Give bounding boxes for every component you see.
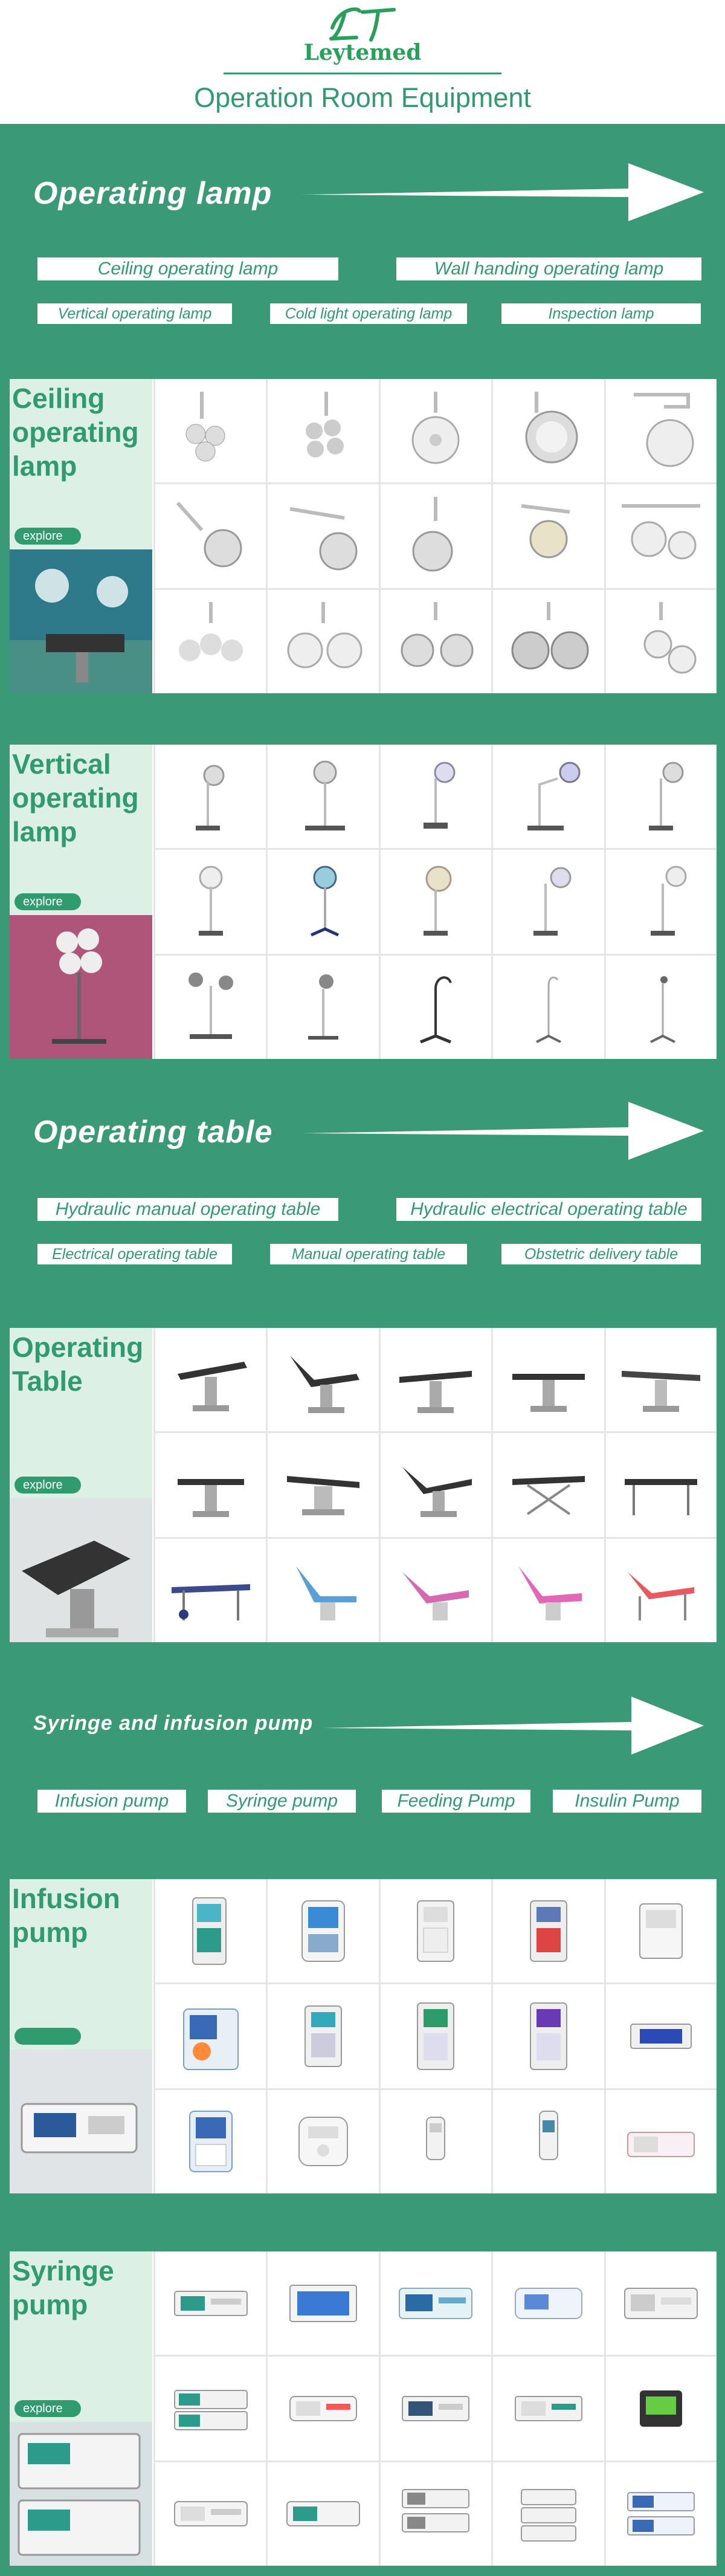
product-cell[interactable]	[606, 745, 717, 848]
product-cell[interactable]	[268, 2462, 378, 2566]
operating-table-icon	[278, 1443, 369, 1527]
operating-table-photo	[10, 1498, 152, 1642]
product-cell[interactable]	[493, 1879, 604, 1982]
explore-button[interactable]: explore	[14, 893, 81, 910]
product-block-syringe-pump	[10, 2251, 717, 2566]
category-inspection-lamp[interactable]: Inspection lamp	[501, 303, 701, 324]
category-cold-light-lamp[interactable]: Cold light operating lamp	[270, 303, 467, 324]
syringe-pump-photo	[10, 2422, 152, 2566]
block-side-panel	[10, 2251, 152, 2566]
product-cell[interactable]	[493, 379, 604, 482]
syringe-pump-icon	[616, 2366, 706, 2451]
product-cell[interactable]	[493, 2357, 604, 2460]
vertical-lamp-icon	[503, 859, 594, 944]
block-side-panel	[10, 1879, 152, 2193]
infusion-pump-icon	[166, 2099, 256, 2184]
product-cell[interactable]	[606, 1984, 717, 2088]
operating-table-icon	[503, 1443, 594, 1527]
product-cell[interactable]	[493, 1433, 604, 1536]
divider	[224, 73, 501, 74]
product-cell[interactable]	[493, 2462, 604, 2566]
infusion-pump-icon	[616, 1889, 706, 1973]
category-electrical-table[interactable]: Electrical operating table	[37, 1244, 232, 1264]
ceiling-lamp-icon	[390, 389, 481, 473]
syringe-pump-icon	[616, 2471, 706, 2556]
operating-table-icon	[616, 1443, 706, 1527]
product-cell[interactable]	[155, 2251, 266, 2355]
infusion-pump-icon	[166, 1889, 256, 1973]
page-title: Operation Room Equipment	[194, 82, 531, 113]
vertical-lamp-icon	[166, 859, 256, 944]
product-cell[interactable]	[606, 379, 717, 482]
product-grid	[153, 1879, 717, 2193]
block-title: Syringe pump	[12, 2255, 114, 2320]
operating-table-icon	[166, 1443, 256, 1527]
product-cell[interactable]	[268, 956, 378, 1059]
block-title: Infusion pump	[12, 1883, 120, 1948]
ceiling-lamp-icon	[390, 599, 481, 684]
product-cell[interactable]	[381, 1328, 491, 1431]
vertical-lamp-icon	[278, 859, 369, 944]
product-cell[interactable]	[155, 484, 266, 587]
category-obstetric-table[interactable]: Obstetric delivery table	[501, 1244, 701, 1264]
operating-table-icon	[616, 1338, 706, 1422]
explore-button[interactable]: explore	[14, 1477, 81, 1493]
vertical-lamp-icon	[390, 965, 481, 1049]
ceiling-lamp-icon	[166, 599, 256, 684]
infusion-pump-icon	[503, 1889, 594, 1973]
infusion-pump-photo	[10, 2050, 152, 2193]
syringe-pump-icon	[503, 2471, 594, 2556]
infusion-pump-icon	[390, 1994, 481, 2079]
syringe-pump-icon	[616, 2261, 706, 2346]
product-cell[interactable]	[268, 1984, 378, 2088]
product-cell[interactable]	[606, 1328, 717, 1431]
product-cell[interactable]	[493, 484, 604, 587]
section-title-pump: Syringe and infusion pump	[33, 1712, 314, 1735]
operating-table-icon	[390, 1548, 481, 1633]
product-grid	[153, 2251, 717, 2566]
explore-button[interactable]	[14, 2028, 81, 2045]
category-syringe-pump[interactable]: Syringe pump	[208, 1790, 356, 1813]
syringe-pump-icon	[166, 2261, 256, 2346]
product-grid	[153, 745, 717, 1059]
block-side-panel	[10, 1328, 152, 1642]
product-cell[interactable]	[381, 850, 491, 953]
product-cell[interactable]	[493, 1539, 604, 1642]
section-title-table: Operating table	[33, 1115, 273, 1150]
product-block-operating-table	[10, 1328, 717, 1642]
category-manual-table[interactable]: Manual operating table	[270, 1244, 467, 1264]
product-cell[interactable]	[268, 590, 378, 693]
ceiling-lamp-icon	[278, 599, 369, 684]
block-side-panel	[10, 379, 152, 693]
product-cell[interactable]	[493, 956, 604, 1059]
category-hydraulic-manual[interactable]: Hydraulic manual operating table	[37, 1198, 338, 1221]
product-cell[interactable]	[268, 745, 378, 848]
operating-table-icon	[390, 1338, 481, 1422]
product-grid	[153, 379, 717, 693]
product-cell[interactable]	[606, 2462, 717, 2566]
category-infusion-pump[interactable]: Infusion pump	[37, 1790, 186, 1813]
ceiling-lamp-icon	[166, 494, 256, 578]
product-cell[interactable]	[155, 1328, 266, 1431]
product-cell[interactable]	[268, 379, 378, 482]
arrow-icon	[302, 1102, 704, 1162]
infusion-pump-icon	[616, 1994, 706, 2079]
operating-table-icon	[166, 1548, 256, 1633]
syringe-pump-icon	[390, 2366, 481, 2451]
category-ceiling-lamp[interactable]: Ceiling operating lamp	[37, 257, 338, 280]
infusion-pump-icon	[390, 2099, 481, 2184]
product-cell[interactable]	[381, 484, 491, 587]
syringe-pump-icon	[166, 2471, 256, 2556]
vertical-lamp-icon	[278, 754, 369, 839]
product-cell[interactable]	[493, 1328, 604, 1431]
vertical-lamp-icon	[166, 965, 256, 1049]
explore-button[interactable]: explore	[14, 2400, 81, 2417]
product-cell[interactable]	[381, 590, 491, 693]
product-cell[interactable]	[493, 2251, 604, 2355]
product-cell[interactable]	[268, 1879, 378, 1982]
syringe-pump-icon	[503, 2261, 594, 2346]
ceiling-lamp-icon	[278, 389, 369, 473]
product-cell[interactable]	[268, 1433, 378, 1536]
block-side-panel	[10, 745, 152, 1059]
product-cell[interactable]	[381, 379, 491, 482]
product-cell[interactable]	[493, 590, 604, 693]
product-cell[interactable]	[493, 1984, 604, 2088]
product-cell[interactable]	[606, 2357, 717, 2460]
syringe-pump-icon	[390, 2471, 481, 2556]
arrow-icon	[302, 163, 704, 224]
product-cell[interactable]	[381, 745, 491, 848]
product-cell[interactable]	[606, 2251, 717, 2355]
product-cell[interactable]	[606, 1539, 717, 1642]
block-title: Vertical operating lamp	[12, 748, 139, 847]
ceiling-lamp-icon	[278, 494, 369, 578]
product-cell[interactable]	[268, 850, 378, 953]
product-cell[interactable]	[381, 1984, 491, 2088]
product-cell[interactable]	[493, 850, 604, 953]
category-wall-lamp[interactable]: Wall handing operating lamp	[396, 257, 701, 280]
infusion-pump-icon	[278, 1994, 369, 2079]
product-cell[interactable]	[268, 1539, 378, 1642]
operating-table-icon	[278, 1548, 369, 1633]
category-insulin-pump[interactable]: Insulin Pump	[553, 1790, 701, 1813]
product-cell[interactable]	[606, 590, 717, 693]
product-cell[interactable]	[381, 956, 491, 1059]
product-cell[interactable]	[606, 956, 717, 1059]
vertical-lamp-icon	[390, 754, 481, 839]
ceiling-lamp-icon	[503, 599, 594, 684]
arrow-icon	[323, 1697, 704, 1757]
product-cell[interactable]	[493, 745, 604, 848]
product-cell[interactable]	[155, 956, 266, 1059]
explore-button[interactable]: explore	[14, 528, 81, 545]
infusion-pump-icon	[278, 1889, 369, 1973]
vertical-lamp-icon	[616, 859, 706, 944]
product-cell[interactable]	[155, 379, 266, 482]
product-block-ceiling-lamp	[10, 379, 717, 693]
product-cell[interactable]	[155, 1879, 266, 1982]
syringe-pump-icon	[278, 2261, 369, 2346]
product-cell[interactable]	[606, 1433, 717, 1536]
category-vertical-lamp[interactable]: Vertical operating lamp	[37, 303, 232, 324]
infusion-pump-icon	[278, 2099, 369, 2184]
vertical-lamp-icon	[278, 965, 369, 1049]
vertical-lamp-icon	[390, 859, 481, 944]
vertical-lamp-photo	[10, 915, 152, 1059]
product-cell[interactable]	[155, 850, 266, 953]
product-cell[interactable]	[155, 590, 266, 693]
syringe-pump-icon	[503, 2366, 594, 2451]
operating-table-icon	[390, 1443, 481, 1527]
product-cell[interactable]	[381, 2462, 491, 2566]
operating-table-icon	[166, 1338, 256, 1422]
syringe-pump-icon	[278, 2471, 369, 2556]
ceiling-lamp-icon	[166, 389, 256, 473]
product-cell[interactable]	[606, 2090, 717, 2193]
product-block-infusion-pump	[10, 1879, 717, 2193]
infusion-pump-icon	[390, 1889, 481, 1973]
product-cell[interactable]	[268, 2357, 378, 2460]
product-cell[interactable]	[381, 1879, 491, 1982]
product-cell[interactable]	[155, 1984, 266, 2088]
syringe-pump-icon	[166, 2366, 256, 2451]
product-cell[interactable]	[381, 2357, 491, 2460]
vertical-lamp-icon	[166, 754, 256, 839]
vertical-lamp-icon	[503, 754, 594, 839]
operating-room-photo	[10, 549, 152, 693]
product-cell[interactable]	[155, 745, 266, 848]
ceiling-lamp-icon	[390, 494, 481, 578]
ceiling-lamp-icon	[503, 494, 594, 578]
operating-table-icon	[503, 1338, 594, 1422]
infusion-pump-icon	[166, 1994, 256, 2079]
product-cell[interactable]	[381, 2090, 491, 2193]
product-cell[interactable]	[155, 2357, 266, 2460]
operating-table-icon	[503, 1548, 594, 1633]
product-cell[interactable]	[268, 2090, 378, 2193]
ceiling-lamp-icon	[616, 494, 706, 578]
category-hydraulic-electric[interactable]: Hydraulic electrical operating table	[396, 1198, 701, 1221]
infusion-pump-icon	[503, 1994, 594, 2079]
product-grid	[153, 1328, 717, 1642]
operating-table-icon	[616, 1548, 706, 1633]
logo-icon	[326, 4, 399, 44]
product-cell[interactable]	[493, 2090, 604, 2193]
product-cell[interactable]	[155, 1539, 266, 1642]
product-cell[interactable]	[381, 1539, 491, 1642]
product-cell[interactable]	[155, 2090, 266, 2193]
infusion-pump-icon	[503, 2099, 594, 2184]
product-cell[interactable]	[606, 1879, 717, 1982]
product-cell[interactable]	[155, 2462, 266, 2566]
product-cell[interactable]	[268, 2251, 378, 2355]
product-cell[interactable]	[381, 1433, 491, 1536]
ceiling-lamp-icon	[503, 389, 594, 473]
product-cell[interactable]	[268, 1328, 378, 1431]
vertical-lamp-icon	[616, 754, 706, 839]
vertical-lamp-icon	[503, 965, 594, 1049]
brand-name: Leytemed	[303, 40, 422, 65]
infusion-pump-icon	[616, 2099, 706, 2184]
vertical-lamp-icon	[616, 965, 706, 1049]
product-cell[interactable]	[606, 484, 717, 587]
ceiling-lamp-icon	[616, 599, 706, 684]
product-cell[interactable]	[268, 484, 378, 587]
syringe-pump-icon	[278, 2366, 369, 2451]
block-title: Ceiling operating lamp	[12, 383, 139, 482]
product-cell[interactable]	[606, 850, 717, 953]
product-cell[interactable]	[381, 2251, 491, 2355]
ceiling-lamp-icon	[616, 389, 706, 473]
category-feeding-pump[interactable]: Feeding Pump	[382, 1790, 530, 1813]
section-title-lamp: Operating lamp	[33, 176, 272, 211]
syringe-pump-icon	[390, 2261, 481, 2346]
block-title: Operating Table	[12, 1332, 144, 1397]
product-block-vertical-lamp	[10, 745, 717, 1059]
product-cell[interactable]	[155, 1433, 266, 1536]
operating-table-icon	[278, 1338, 369, 1422]
header	[0, 0, 725, 124]
